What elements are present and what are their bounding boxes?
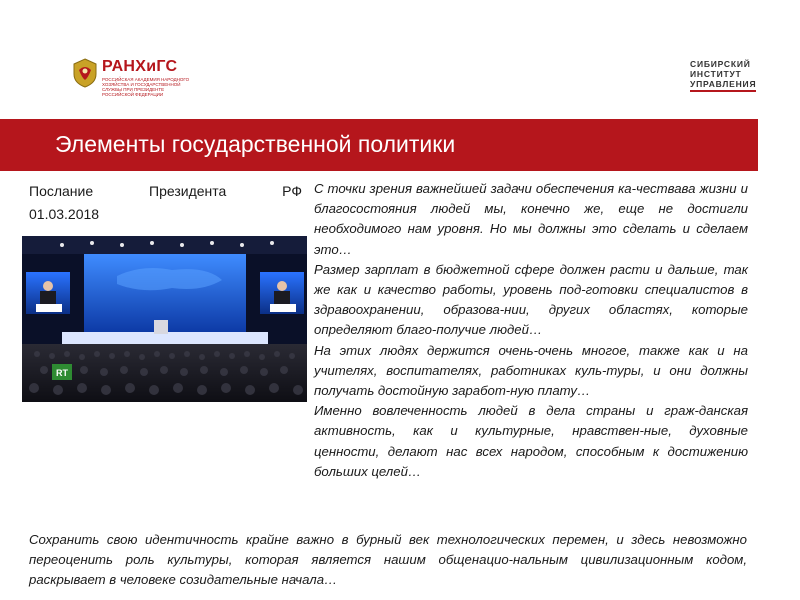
closing-quote: Сохранить свою идентичность крайне важно в бурный век технологических перемен, и здесь невозможно переоценить роль культуры, которая является нашим общенацио-нальным цивилизационным кодом, раскрывает в человеке созидательные начала…	[29, 532, 747, 588]
ranepa-logo	[72, 56, 192, 96]
siu-logo-line-3: УПРАВЛЕНИЯ	[690, 79, 757, 89]
rt-badge-icon	[52, 364, 72, 380]
quote-paragraph-4: Именно вовлеченность людей в дела страны и граж-данская активность, как и культурные, нравствен-ные, духовные ценности, делают нас всех народом, способным к достижению больших целей…	[314, 403, 748, 479]
photo-caption: Послание Президента РФ	[29, 183, 302, 199]
photo-caption-date: 01.03.2018	[29, 206, 100, 222]
quote-paragraph-3: На этих людях держится очень-очень многое, также как и на учителях, воспитателях, работниках куль-туры, и они должны получать достойную заработ-ную плату…	[314, 342, 748, 399]
rt-badge-label: RT	[56, 368, 68, 378]
ranepa-emblem-icon	[72, 58, 98, 88]
slide-title: Элементы государственной политики	[55, 131, 456, 157]
siu-logo-line-2: ИНСТИТУТ	[690, 69, 742, 79]
ranepa-brand: РАНХиГС	[102, 58, 178, 75]
quote-column	[314, 179, 748, 482]
quote-paragraph-2: Размер зарплат в бюджетной сфере должен расти и дальше, так же как и качество работы, уровень под-готовки специалистов в здравоохранении, образова-нии, других областях, которые определяют благо-получие людей…	[314, 261, 748, 338]
title-banner	[0, 119, 758, 171]
ranepa-tagline: РОССИЙСКАЯ АКАДЕМИЯ НАРОДНОГО ХОЗЯЙСТВА И ГОСУДАРСТВЕННОЙ СЛУЖБЫ ПРИ ПРЕЗИДЕНТЕ РОССИЙСКОЙ ФЕДЕРАЦИИ	[102, 77, 190, 97]
siu-logo-underline	[690, 90, 756, 92]
siu-logo-line-1: СИБИРСКИЙ	[690, 59, 751, 69]
address-photo	[22, 236, 307, 402]
quote-paragraph-1: С точки зрения важнейшей задачи обеспечения ка-чествава жизни и благосостояния людей мы, конечно же, еще не достигли необходимого нам уровня. Но мы должны это сделать и сделаем это…	[314, 181, 748, 257]
address-photo-illustration	[22, 236, 307, 402]
siu-logo	[690, 59, 760, 89]
